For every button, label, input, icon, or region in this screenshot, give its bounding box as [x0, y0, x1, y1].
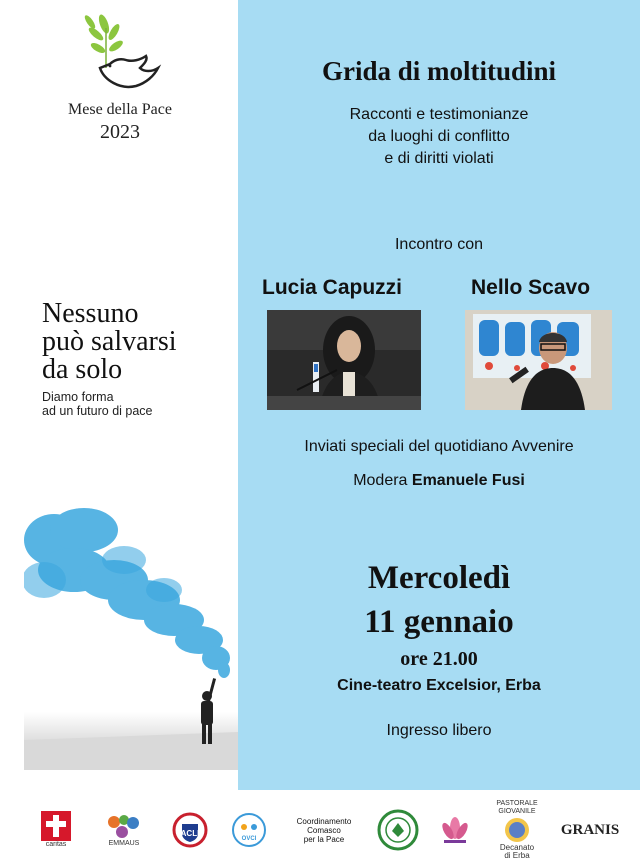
coordinamento-line: Coordinamento [296, 816, 352, 826]
caritas-label: caritas [45, 841, 67, 848]
caritas-logo [36, 800, 76, 860]
emmaus-label: EMMAUS [108, 840, 140, 847]
lotus-icon [438, 814, 472, 846]
ovci-logo [226, 800, 272, 860]
decanato-line: di Erba [504, 851, 530, 860]
motto-sub-line: Diamo forma [42, 390, 114, 404]
event-date: 11 gennaio [364, 604, 514, 640]
logo-year: 2023 [100, 121, 140, 143]
green-seal-icon [377, 809, 419, 851]
event-title: Grida di moltitudini [321, 56, 557, 86]
ovci-label: OVCI [241, 836, 257, 842]
ingresso-text: Ingresso libero [386, 722, 492, 739]
motto-sub-line: ad un futuro di pace [42, 404, 153, 418]
granis-logo [552, 800, 628, 860]
coordinamento-line: Comasco [307, 825, 341, 835]
decanato-line: Decanato [499, 843, 535, 852]
event-venue: Cine-teatro Excelsior, Erba [337, 677, 541, 694]
acli-label: ACLI [180, 829, 200, 838]
moderator-name: Emanuele Fusi [411, 472, 525, 489]
emmaus-logo [92, 800, 156, 860]
speaker-photo-lucia [267, 310, 421, 410]
motto-subtitle [42, 390, 232, 418]
coordinamento-logo [282, 800, 366, 860]
logo-title: Mese della Pace [68, 101, 172, 118]
modera-prefix: Modera [353, 472, 408, 489]
circle-emblem-logo [374, 800, 422, 860]
subtitle-line: Racconti e testimonianze [349, 106, 529, 123]
speaker-name-nello: Nello Scavo [471, 276, 591, 299]
modera-text [238, 472, 640, 490]
lotus-logo [432, 800, 478, 860]
decanato-label [500, 844, 534, 860]
inviati-text: Inviati speciali del quotidiano Avvenire [304, 438, 574, 455]
event-day: Mercoledì [367, 560, 511, 596]
dove-olive-branch-icon [74, 6, 166, 98]
motto-line: Nessuno [42, 298, 139, 329]
acli-shield-icon [172, 812, 208, 848]
globe-icon [499, 816, 535, 844]
subtitle-line: e di diritti violati [384, 150, 494, 167]
motto-line: da solo [42, 354, 123, 385]
caritas-cross-icon [41, 811, 71, 841]
blue-smoke-figure-image [24, 500, 238, 770]
speaker-photo-nello [465, 310, 612, 410]
event-subtitle [238, 104, 640, 170]
motto-line: può salvarsi [42, 326, 177, 357]
subtitle-line: da luoghi di conflitto [368, 128, 510, 145]
pastorale-label: PASTORALE GIOVANILE [496, 800, 538, 815]
ovci-circle-icon [231, 812, 267, 848]
coordinamento-line: per la Pace [303, 834, 345, 844]
acli-logo [170, 800, 210, 860]
incontro-label: Incontro con [394, 236, 484, 253]
emmaus-hands-icon [104, 812, 144, 840]
pastorale-giovanile-logo [486, 800, 548, 860]
granis-label: GRANIS [560, 821, 620, 838]
speaker-name-lucia: Lucia Capuzzi [262, 276, 403, 299]
motto [42, 300, 238, 384]
coordinamento-label [297, 817, 352, 844]
event-time: ore 21.00 [400, 648, 478, 670]
